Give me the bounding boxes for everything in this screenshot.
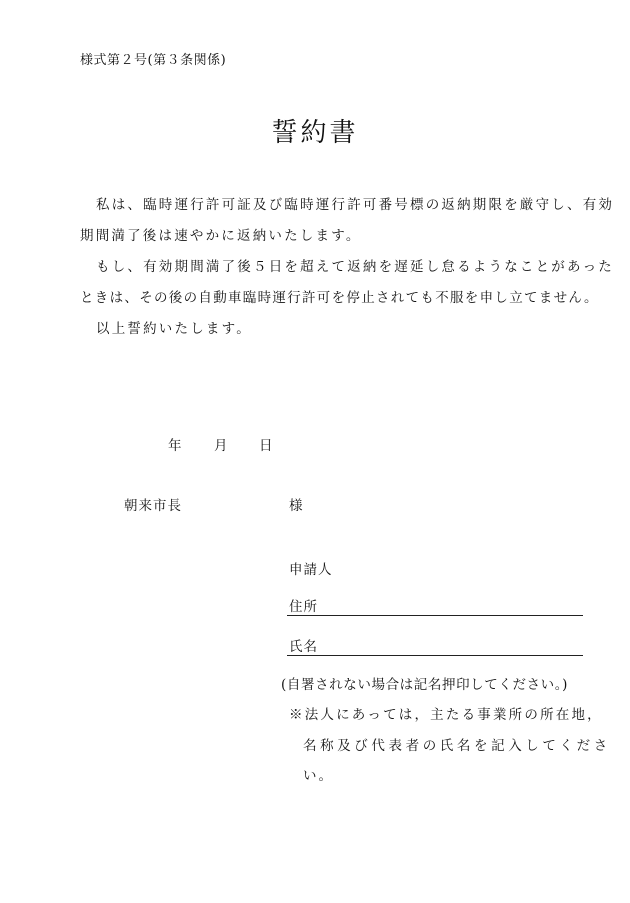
name-field[interactable] xyxy=(287,635,583,656)
pledge-closing: 以上誓約いたします。 xyxy=(96,321,252,337)
pledge-paragraph-2-line-1: もし、有効期間満了後５日を超えて返納を遅延し怠るようなことがあった xyxy=(96,259,614,275)
addressee-name: 朝来市長 xyxy=(124,498,182,514)
date-day-label: 日 xyxy=(259,438,273,454)
date-year-label: 年 xyxy=(168,438,182,454)
pledge-paragraph-1-line-2: 期間満了後は速やかに返納いたします。 xyxy=(80,228,362,244)
address-label: 住所 xyxy=(289,599,318,615)
pledge-paragraph-2-line-2: ときは、その後の自動車臨時運行許可を停止されても不服を申し立てません。 xyxy=(80,290,599,306)
name-label: 氏名 xyxy=(289,639,318,655)
document-title: 誓約書 xyxy=(271,118,359,148)
corporate-note-line-2: 名称及び代表者の氏名を記入してくださ xyxy=(303,738,611,754)
pledge-paragraph-1-line-1: 私は、臨時運行許可証及び臨時運行許可番号標の返納期限を厳守し、有効 xyxy=(96,197,615,213)
form-number: 様式第２号(第３条関係) xyxy=(80,53,227,68)
signature-note: (自署されない場合は記名押印してください。) xyxy=(281,677,568,693)
addressee-honorific: 様 xyxy=(289,498,303,514)
corporate-note-line-3: い。 xyxy=(303,768,334,784)
corporate-note-line-1: ※法人にあっては，主たる事業所の所在地， xyxy=(289,707,603,723)
applicant-label: 申請人 xyxy=(289,562,333,578)
date-month-label: 月 xyxy=(214,438,228,454)
address-field[interactable] xyxy=(287,595,583,616)
